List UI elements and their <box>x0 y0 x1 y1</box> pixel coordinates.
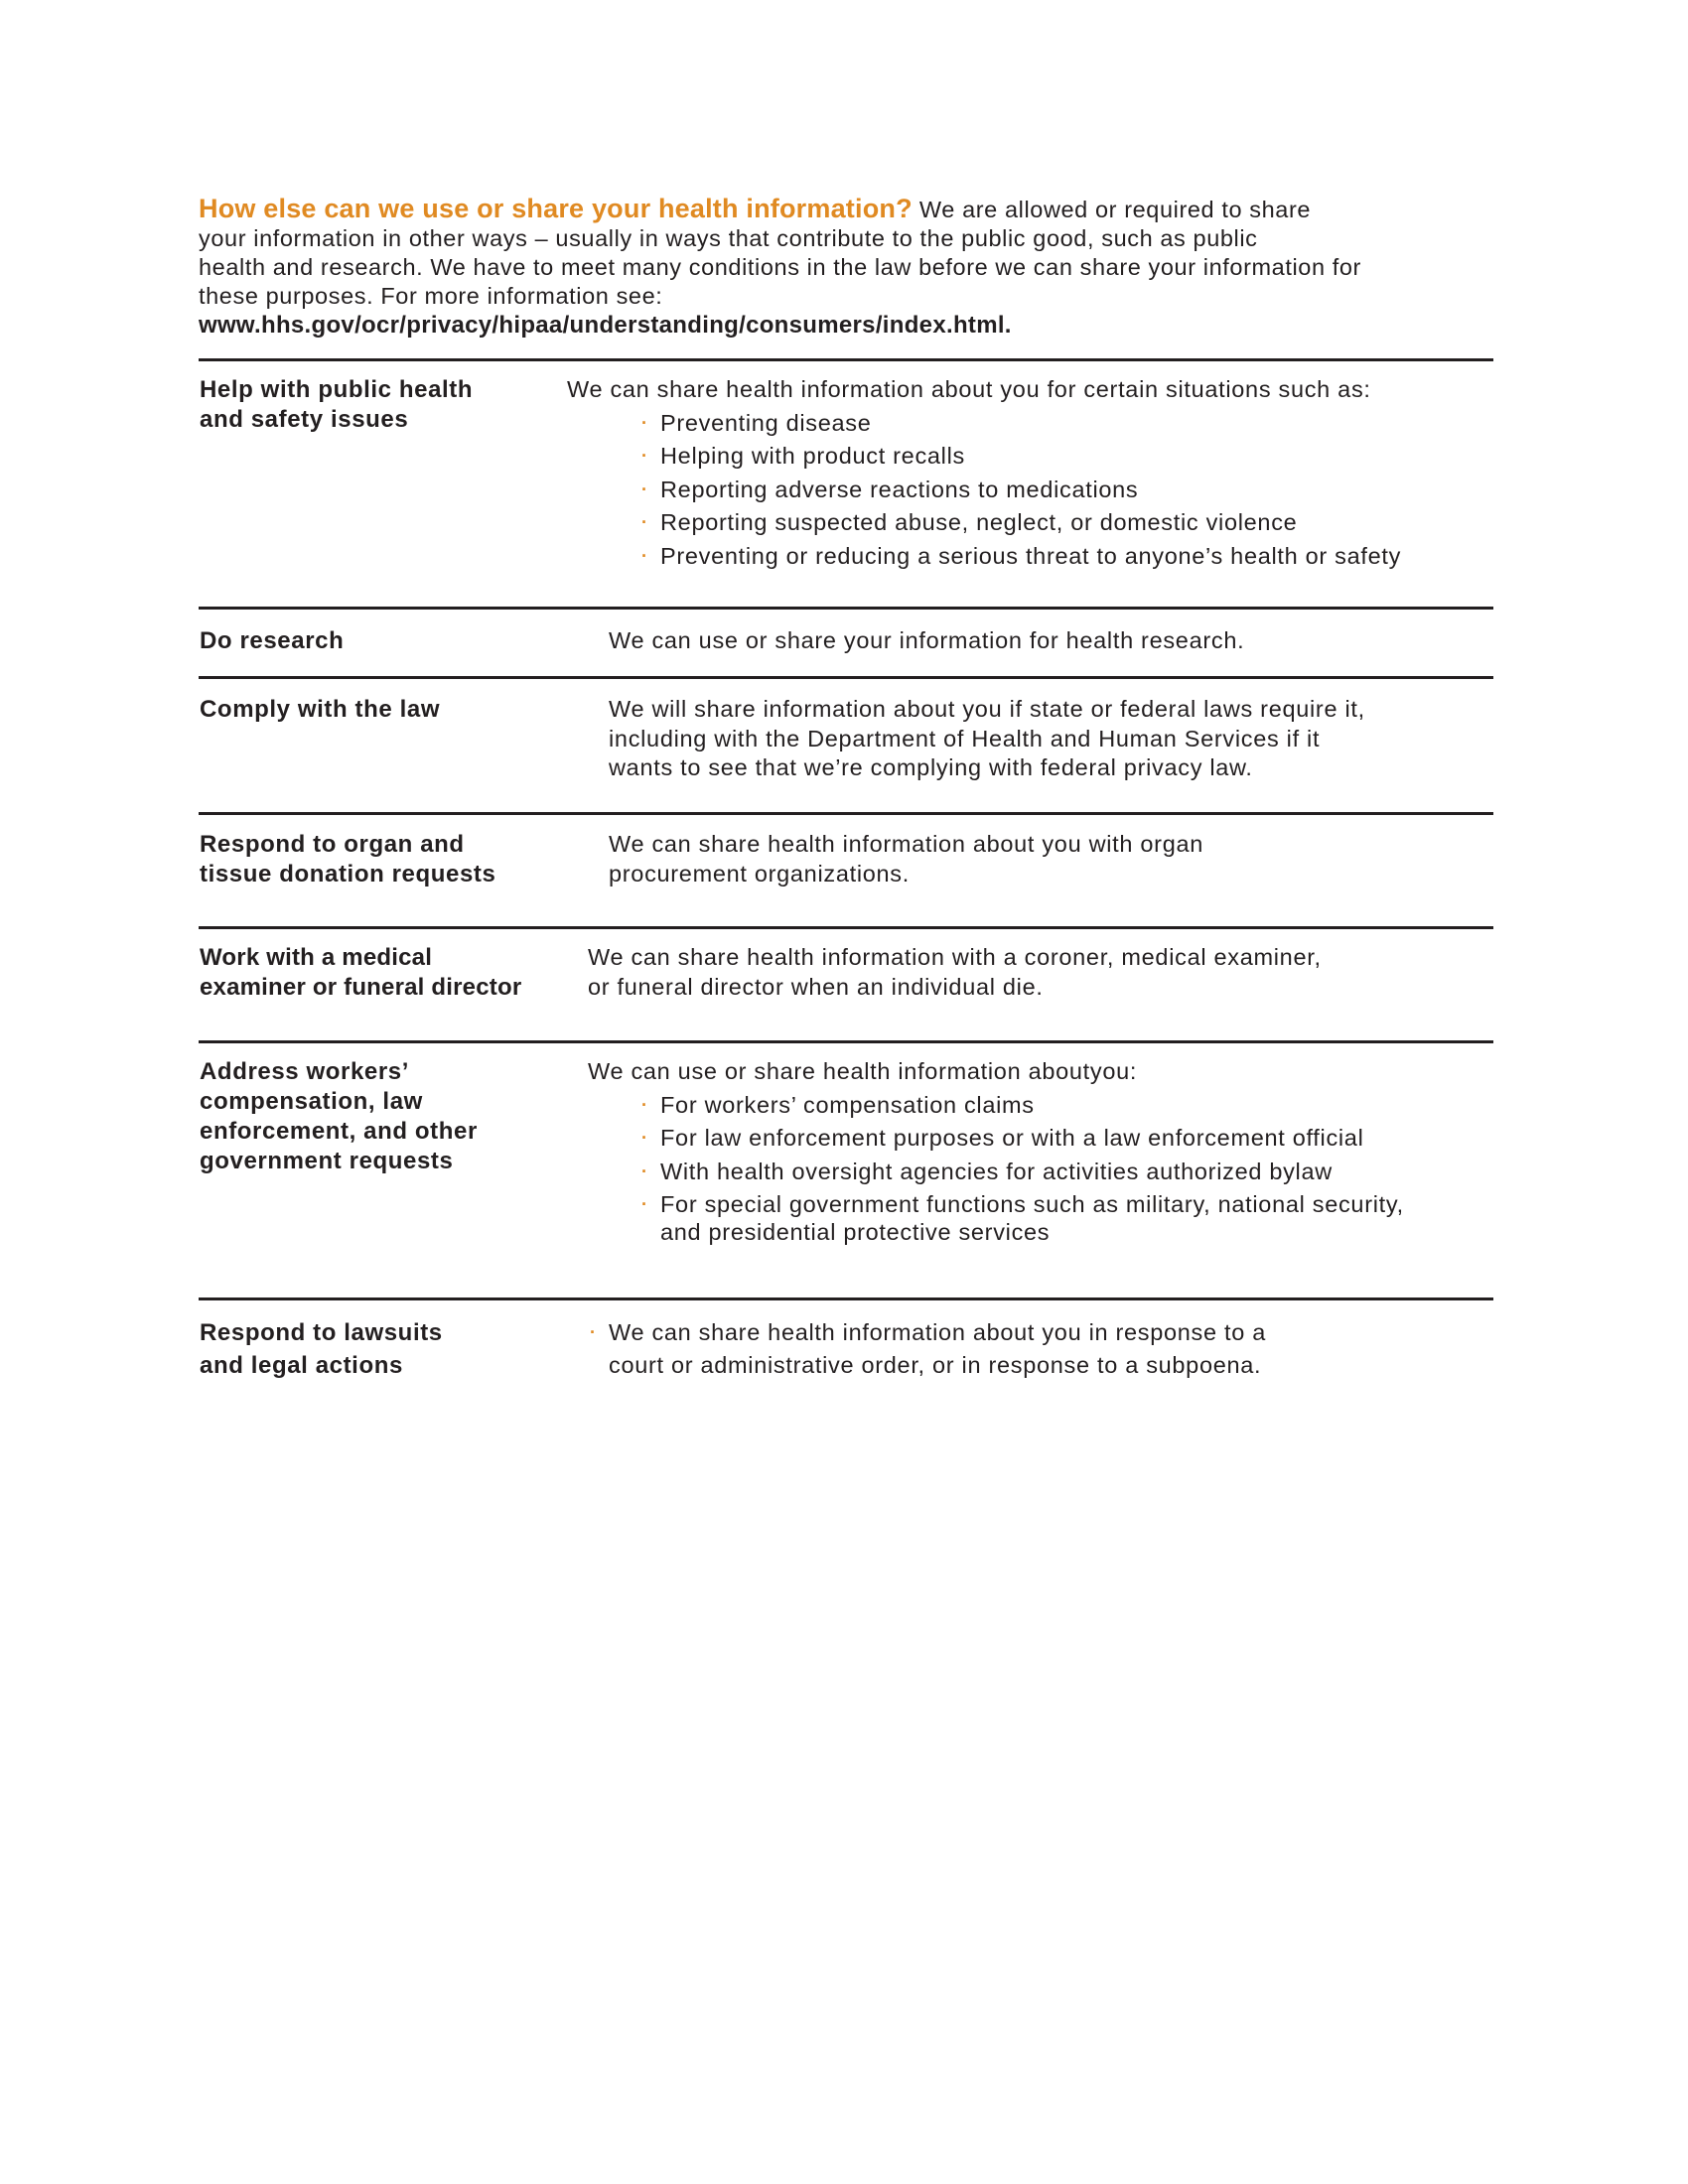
row-desc-text: procurement organizations. <box>609 860 910 887</box>
list-item-text: Reporting suspected abuse, neglect, or domestic violence <box>660 509 1298 535</box>
row-title-workers-comp <box>200 1057 478 1176</box>
row-desc-organ-donation <box>609 830 1492 888</box>
list-item <box>641 409 1445 439</box>
row-desc-intro: We can share health information about you for certain situations such as: <box>567 376 1371 402</box>
row-desc-text: wants to see that we’re complying with federal privacy law. <box>609 754 1253 780</box>
list-item-text: For law enforcement purposes or with a law enforcement official <box>660 1125 1364 1151</box>
list-item <box>641 1158 1475 1187</box>
row-title-research <box>200 626 344 656</box>
intro-text-1: We are allowed or required to share <box>912 197 1312 222</box>
intro-text-2: your information in other ways – usually in ways that contribute to the public good, such as public <box>199 225 1258 251</box>
list-item <box>641 1091 1475 1121</box>
divider-rule <box>199 607 1493 610</box>
divider-rule <box>199 812 1493 815</box>
list-item-text: For special government functions such as military, national security, and presidential protective services <box>660 1191 1404 1245</box>
bullet-icon: · <box>641 545 648 566</box>
row-title-line: Do research <box>200 627 345 654</box>
row-title-public-health <box>200 375 473 435</box>
bullet-list <box>641 409 1445 570</box>
list-item <box>641 1190 1415 1246</box>
row-desc-lawsuits <box>590 1316 1492 1382</box>
row-desc-public-health <box>567 375 1495 570</box>
bullet-icon: · <box>590 1322 597 1342</box>
list-item <box>641 476 1445 505</box>
bullet-icon: · <box>641 1128 648 1148</box>
row-desc-text: We can share health information about you in response to a <box>609 1319 1266 1345</box>
divider-rule <box>199 358 1493 361</box>
row-title-line: Help with public health <box>200 376 474 403</box>
list-item-text: Helping with product recalls <box>660 443 965 469</box>
bullet-icon: · <box>641 512 648 532</box>
row-title-line: Respond to organ and <box>200 831 465 858</box>
row-title-medical-examiner <box>200 943 521 1003</box>
list-item-text: With health oversight agencies for activities authorized bylaw <box>660 1158 1333 1184</box>
row-desc-medical-examiner <box>588 943 1491 1002</box>
bullet-icon: · <box>641 446 648 466</box>
row-desc-text: or funeral director when an individual die. <box>588 973 1044 1000</box>
row-title-line: Work with a medical <box>200 944 433 971</box>
row-title-comply-law <box>200 695 440 725</box>
intro-text-4: these purposes. For more information see: <box>199 283 663 309</box>
intro-text-3: health and research. We have to meet many conditions in the law before we can share your information for <box>199 254 1361 280</box>
list-item <box>641 1124 1475 1154</box>
bullet-icon: · <box>641 1160 648 1181</box>
hhs-url-link[interactable]: www.hhs.gov/ocr/privacy/hipaa/understanding/consumers/index.html. <box>199 312 1012 339</box>
row-desc-text: court or administrative order, or in response to a subpoena. <box>609 1352 1262 1378</box>
divider-rule <box>199 1297 1493 1300</box>
row-title-line: examiner or funeral director <box>200 974 522 1001</box>
list-item-text: For workers’ compensation claims <box>660 1091 1035 1118</box>
row-desc-intro: We can use or share health information aboutyou: <box>588 1058 1138 1084</box>
row-title-line: Address workers’ <box>200 1058 410 1085</box>
list-item <box>641 508 1445 538</box>
row-desc-text: including with the Department of Health and Human Services if it <box>609 725 1321 751</box>
list-item <box>641 542 1445 570</box>
row-desc-text: We can share health information with a coroner, medical examiner, <box>588 944 1322 970</box>
row-desc-workers-comp <box>588 1057 1496 1246</box>
row-desc-research <box>609 626 1492 656</box>
row-desc-text: We will share information about you if state or federal laws require it, <box>609 696 1365 722</box>
row-title-line: Respond to lawsuits <box>200 1319 443 1346</box>
divider-rule <box>199 1040 1493 1043</box>
bullet-list <box>641 1091 1475 1247</box>
list-item-text: Preventing disease <box>660 409 872 436</box>
divider-rule <box>199 676 1493 679</box>
bullet-icon: · <box>641 478 648 499</box>
divider-rule <box>199 926 1493 929</box>
list-item-text: Preventing or reducing a serious threat to anyone’s health or safety <box>660 542 1402 569</box>
list-item-text: Reporting adverse reactions to medications <box>660 476 1139 502</box>
row-title-line: compensation, law <box>200 1088 423 1115</box>
row-title-line: and legal actions <box>200 1352 403 1379</box>
bullet-icon: · <box>641 1194 648 1214</box>
row-desc-text: We can share health information about you with organ <box>609 831 1203 857</box>
row-title-line: tissue donation requests <box>200 861 496 887</box>
row-title-line: enforcement, and other <box>200 1118 478 1145</box>
bullet-icon: · <box>641 412 648 433</box>
row-title-line: Comply with the law <box>200 696 441 723</box>
row-desc-text: We can use or share your information for health research. <box>609 627 1245 653</box>
list-item <box>641 442 1445 472</box>
bullet-icon: · <box>641 1094 648 1115</box>
row-title-lawsuits <box>200 1316 443 1382</box>
section-heading: How else can we use or share your health information? <box>199 194 913 223</box>
row-title-organ-donation <box>200 830 495 889</box>
row-title-line: and safety issues <box>200 406 409 433</box>
row-desc-comply-law <box>609 695 1502 783</box>
intro-paragraph <box>199 195 1499 340</box>
row-title-line: government requests <box>200 1148 454 1174</box>
